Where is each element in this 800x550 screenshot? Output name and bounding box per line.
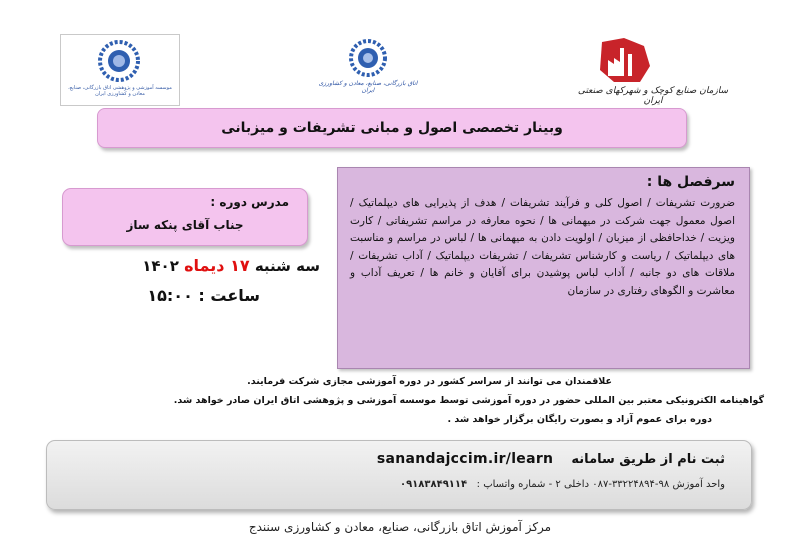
note-item: علاقمندان می توانند از سراسر کشور در دوره آموزشی مجازی شرکت فرمایند.	[247, 376, 612, 387]
note-item: دوره برای عموم آزاد و بصورت رایگان برگزار خواهد شد .	[447, 414, 712, 425]
mobile-number: ۰۹۱۸۳۸۴۹۱۱۴	[399, 479, 468, 490]
webinar-title: وبینار تخصصی اصول و مبانی تشریفات و میزبانی	[97, 108, 687, 148]
globe-emblem-icon	[348, 38, 388, 78]
industrial-estates-caption: سازمان صنایع کوچک و شهرکهای صنعتی ایران	[577, 86, 729, 106]
registration-line	[73, 451, 725, 467]
footer-text: مرکز آموزش اتاق بازرگانی، صنایع، معادن و کشاورزی سنندج	[248, 520, 552, 534]
chamber-of-commerce-logo	[318, 38, 418, 98]
contact-line	[73, 479, 725, 490]
industrial-estates-logo	[568, 36, 738, 106]
registration-panel	[46, 440, 752, 510]
note-item: گواهینامه الکترونیکی معتبر بین المللی حضور در دوره آموزشی توسط موسسه آموزشی و پژوهشی اتاق ایران صادر خواهد شد.	[173, 395, 764, 406]
contact-info: واحد آموزش ۹۸-۳۳۲۲۴۸۹۴-۰۸۷ داخلی ۲ - شماره واتساپ :	[476, 479, 725, 490]
event-date-highlight: ۱۷ دیماه	[184, 256, 250, 275]
syllabus-panel	[337, 167, 750, 369]
training-institute-caption: موسسه آموزشی و پژوهشی اتاق بازرگانی، صنایع، معادن و کشاورزی ایران	[68, 85, 172, 97]
instructor-label: مدرس دوره :	[210, 195, 289, 209]
event-date	[70, 256, 320, 275]
notes-block	[20, 372, 772, 429]
instructor-name: جناب آقای پنکه ساز	[126, 218, 244, 232]
time-value: ۱۵:۰۰	[147, 286, 193, 305]
event-year: ۱۴۰۲	[142, 257, 179, 275]
globe-emblem-icon	[95, 39, 143, 85]
syllabus-text: ضرورت تشریفات / اصول کلی و فرآیند تشریفات / هدف از پذیرایی های دیپلماتیک / اصول معمول جهت شرکت در میهمانی ها / نحوه معارفه در مراسم تشریفاتی / کارت ویزیت / خداحافظی از میزبان / اولویت دادن به میهمانی ها / لباس در مراسم و مناسبت های دیپلماتیک / ریاست و کارشناس تشریفات / تشریفات دیپلماتیک / آداب تشریفات / ملاقات های دو جانبه / آداب لباس پوشیدن برای آقایان و خانم ها / تعریف آداب و معاشرت و الگوهای رفتاری در سازمان	[350, 197, 735, 297]
registration-prefix: ثبت نام از طریق سامانه	[571, 452, 725, 467]
time-label: ساعت :	[198, 286, 260, 305]
event-day: سه شنبه	[254, 257, 320, 275]
event-time	[110, 286, 260, 305]
chamber-caption: اتاق بازرگانی، صنایع، معادن و کشاورزی ایران	[318, 80, 418, 94]
registration-url-link[interactable]: sanandajccim.ir/learn	[376, 451, 554, 467]
factory-map-icon	[594, 36, 654, 86]
training-institute-logo	[60, 34, 180, 106]
syllabus-heading: سرفصل ها :	[646, 174, 735, 190]
instructor-panel	[62, 188, 308, 246]
